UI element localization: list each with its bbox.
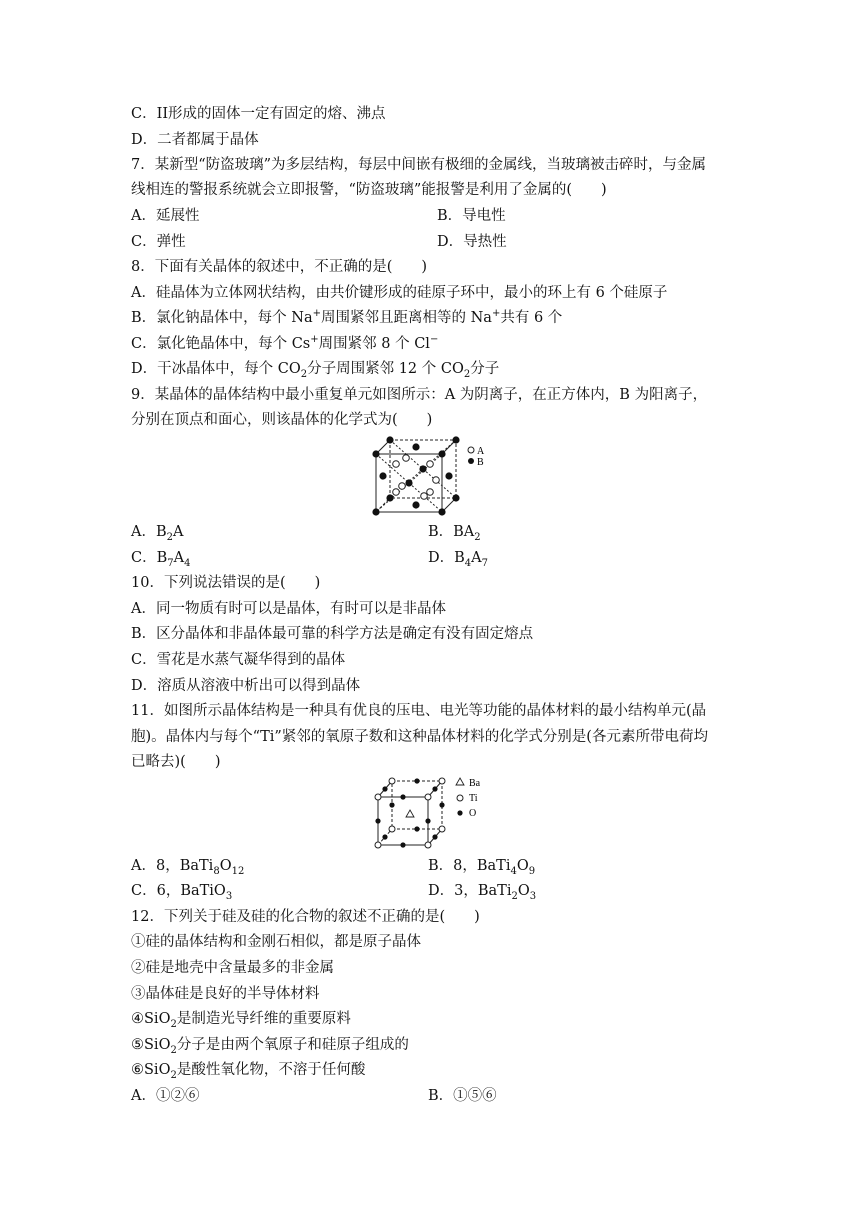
- crystal-cell-figure-q11: [370, 773, 500, 849]
- statement-1: ①硅的晶体结构和金刚石相似，都是原子晶体: [131, 934, 421, 950]
- q9-option-d: D．$B_4A_7$: [428, 550, 489, 569]
- question-9-line-1: 9．某晶体的晶体结构中最小重复单元如图所示：A 为阴离子，在正方体内，B 为阳离子，: [131, 387, 708, 403]
- question-7-line-1: 7．某新型“防盗玻璃”为多层结构，每层中间嵌有极细的金属线，当玻璃被击碎时，与金属: [131, 157, 707, 173]
- legend-label-o: O: [469, 808, 477, 819]
- question-7-line-2: 线相连的警报系统就会立即报警，“防盗玻璃”能报警是利用了金属的( ): [131, 182, 607, 198]
- q11-option-d: D．3，$BaTi_2O_3$: [428, 883, 537, 902]
- legend-label-ti: Ti: [469, 793, 478, 804]
- question-10: 10．下列说法错误的是( ): [131, 575, 321, 591]
- q10-option-a: A．同一物质有时可以是晶体，有时可以是非晶体: [131, 601, 446, 617]
- question-8: 8．下面有关晶体的叙述中，不正确的是( ): [131, 259, 428, 275]
- q11-option-c: C．6，BaTiO$_3$: [131, 883, 233, 902]
- statement-3: ③晶体硅是良好的半导体材料: [131, 986, 320, 1002]
- question-9-line-2: 分别在顶点和面心，则该晶体的化学式为( ): [131, 412, 433, 428]
- q10-option-b: B．区分晶体和非晶体最可靠的科学方法是确定有没有固定熔点: [131, 626, 534, 642]
- q9-option-c: C．$B_7A_4$: [131, 550, 191, 569]
- crystal-cell-figure-q9: [366, 434, 496, 518]
- option-1d: D．二者都属于晶体: [131, 132, 259, 148]
- q8-option-c: C．氯化铯晶体中，每个 Cs+周围紧邻 8 个 Cl−: [131, 334, 439, 352]
- q10-option-d: D．溶质从溶液中析出可以得到晶体: [131, 678, 361, 694]
- question-11-line-1: 11．如图所示晶体结构是一种具有优良的压电、电光等功能的晶体材料的最小结构单元(晶: [131, 703, 707, 719]
- question-11-line-2: 胞)。晶体内与每个“Ti”紧邻的氧原子数和这种晶体材料的化学式分别是(各元素所带电荷均: [131, 729, 708, 745]
- question-11-line-3: 已略去)( ): [131, 754, 221, 770]
- q7-option-a: A．延展性: [131, 208, 200, 224]
- q8-option-b: B．氯化钠晶体中，每个 Na+周围紧邻且距离相等的 Na+共有 6 个: [131, 308, 563, 326]
- q11-option-a: A．8，$BaTi_8O_{12}$: [131, 858, 245, 877]
- statement-5: ⑤SiO$_2$分子是由两个氧原子和硅原子组成的: [131, 1037, 409, 1056]
- q11-option-b: B．8，$BaTi_4O_9$: [428, 858, 536, 877]
- legend-label-a: A: [477, 446, 485, 457]
- statement-2: ②硅是地壳中含量最多的非金属: [131, 960, 334, 976]
- q12-option-a: A．①②⑥: [131, 1088, 200, 1104]
- q7-option-d: D．导热性: [437, 234, 507, 250]
- question-12: 12．下列关于硅及硅的化合物的叙述不正确的是( ): [131, 909, 480, 925]
- q8-option-a: A．硅晶体为立体网状结构，由共价键形成的硅原子环中，最小的环上有 6 个硅原子: [131, 285, 668, 301]
- q12-option-b: B．①⑤⑥: [428, 1088, 497, 1104]
- q9-option-b: B．$BA_2$: [428, 524, 481, 543]
- q9-option-a: A．$B_2A$: [131, 524, 184, 543]
- legend-label-b: B: [477, 457, 484, 468]
- q7-option-b: B．导电性: [437, 208, 506, 224]
- q10-option-c: C．雪花是水蒸气凝华得到的晶体: [131, 652, 346, 668]
- statement-6: ⑥SiO$_2$是酸性氧化物，不溶于任何酸: [131, 1062, 366, 1081]
- statement-4: ④SiO$_2$是制造光导纤维的重要原料: [131, 1011, 351, 1030]
- legend-label-ba: Ba: [469, 778, 481, 789]
- q7-option-c: C．弹性: [131, 234, 186, 250]
- option-1c: C．II形成的固体一定有固定的熔、沸点: [131, 106, 386, 122]
- q8-option-d: D．干冰晶体中，每个 $CO_2$分子周围紧邻 12 个 $CO_2$分子: [131, 361, 500, 380]
